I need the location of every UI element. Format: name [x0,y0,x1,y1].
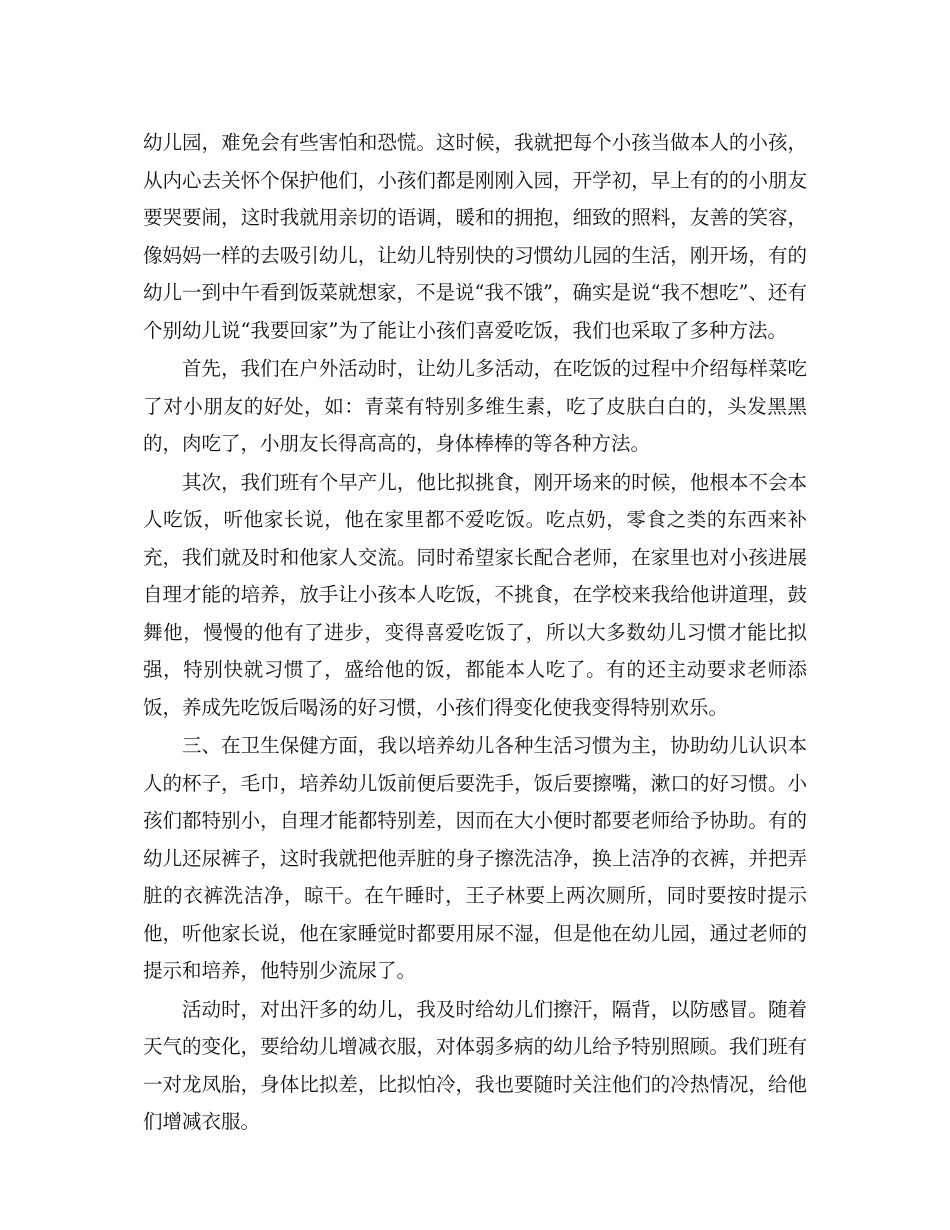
paragraph-4: 三、在卫生保健方面，我以培养幼儿各种生活习惯为主，协助幼儿认识本人的杯子，毛巾，培养幼儿饭前便后要洗手，饭后要擦嘴，漱口的好习惯。小孩们都特别小，自理才能都特别差，因而在大小便时都要老师给予协助。有的幼儿还尿裤子，这时我就把他弄脏的身子擦洗洁净，换上洁净的衣裤，并把弄脏的衣裤洗洁净，晾干。在午睡时，王子林要上两次厕所，同时要按时提示他，听他家长说，他在家睡觉时都要用尿不湿，但是他在幼儿园，通过老师的提示和培养，他特别少流尿了。 [143,734,807,982]
paragraph-5: 活动时，对出汗多的幼儿，我及时给幼儿们擦汗，隔背，以防感冒。随着天气的变化，要给幼儿增减衣服，对体弱多病的幼儿给予特别照顾。我们班有一对龙凤胎，身体比拟差，比拟怕冷，我也要随时关注他们的冷热情况，给他们增减衣服。 [143,997,807,1133]
paragraph-2: 首先，我们在户外活动时，让幼儿多活动，在吃饭的过程中介绍每样菜吃了对小朋友的好处，如：青菜有特别多维生素，吃了皮肤白白的，头发黑黑的，肉吃了，小朋友长得高高的，身体棒棒的等各种方法。 [143,357,807,455]
paragraph-1: 幼儿园，难免会有些害怕和恐慌。这时候，我就把每个小孩当做本人的小孩，从内心去关怀个保护他们，小孩们都是刚刚入园，开学初，早上有的的小朋友要哭要闹，这时我就用亲切的语调，暖和的拥抱，细致的照料，友善的笑容，像妈妈一样的去吸引幼儿，让幼儿特别快的习惯幼儿园的生活，刚开场，有的幼儿一到中午看到饭菜就想家，不是说“我不饿”，确实是说“我不想吃”、还有个别幼儿说“我要回家”为了能让小孩们喜爱吃饭，我们也采取了多种方法。 [143,131,807,342]
paragraph-3: 其次，我们班有个早产儿，他比拟挑食，刚开场来的时候，他根本不会本人吃饭，听他家长说，他在家里都不爱吃饭。吃点奶，零食之类的东西来补充，我们就及时和他家人交流。同时希望家长配合老师，在家里也对小孩进展自理才能的培养，放手让小孩本人吃饭，不挑食，在学校来我给他讲道理，鼓舞他，慢慢的他有了进步，变得喜爱吃饭了，所以大多数幼儿习惯才能比拟强，特别快就习惯了，盛给他的饭，都能本人吃了。有的还主动要求老师添饭，养成先吃饭后喝汤的好习惯，小孩们得变化使我变得特别欢乐。 [143,470,807,719]
document-page [143,124,807,1142]
